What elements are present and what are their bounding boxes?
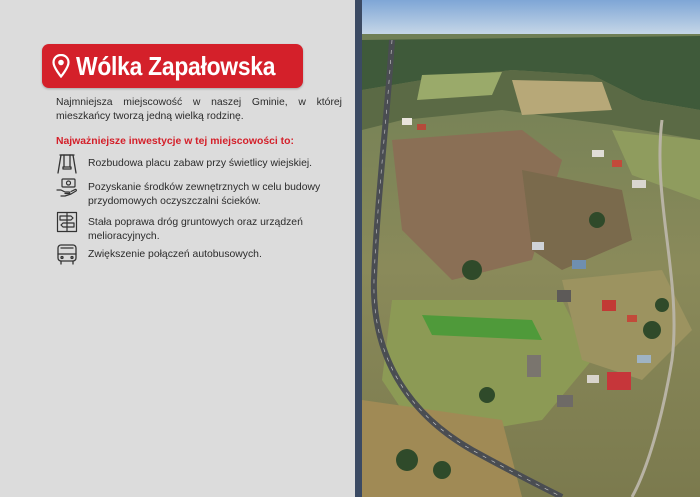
investment-text: Stała poprawa dróg gruntowych oraz urządzeń melioracyjnych. [88,217,303,242]
road-signpost-icon [56,211,78,233]
investments-heading: Najważniejsze inwestycje w tej miejscowości to: [56,136,294,147]
page-title: Wólka Zapałowska [76,50,276,81]
investment-text: Rozbudowa placu zabaw przy świetlicy wiejskiej. [88,158,313,169]
list-item [56,152,346,174]
bus-icon [56,243,78,265]
list-item [56,176,346,208]
title-banner [42,44,303,88]
aerial-village-photo [362,0,700,497]
panel-divider [355,0,362,497]
map-pin-icon [52,54,70,78]
money-hand-icon [56,176,78,198]
aerial-photo-illustration [362,0,700,497]
list-item [56,211,346,243]
list-item [56,243,346,265]
intro-text: Najmniejsza miejscowość w naszej Gminie, w której mieszkańcy tworzą jedną wielką rodzinę. [56,97,342,122]
investment-text: Pozyskanie środków zewnętrznych w celu budowy przydomowych oczyszczalni ścieków. [88,182,321,207]
investment-text: Zwiększenie połączeń autobusowych. [88,249,262,260]
playground-swing-icon [56,152,78,174]
